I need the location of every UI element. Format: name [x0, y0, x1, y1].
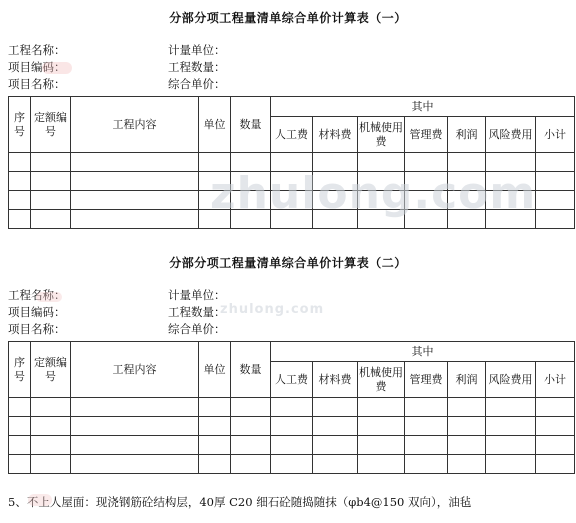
header-content: 工程内容: [71, 97, 199, 153]
table-1-quantity: 工程数量：: [168, 60, 226, 74]
header-risk: 风险费用: [486, 362, 536, 398]
table-row: [9, 210, 575, 229]
header-subtotal: 小计: [536, 362, 575, 398]
table-1-project-name: 工程名称：: [8, 43, 66, 57]
header-among: 其中: [271, 342, 575, 362]
table-row: [9, 436, 575, 455]
table-2-title: 分部分项工程量清单综合单价计算表（二）: [169, 256, 407, 270]
header-labor: 人工费: [271, 117, 313, 153]
table-2-item-code: 项目编码：: [8, 305, 66, 319]
header-unit: 单位: [199, 97, 231, 153]
header-seq: 序号: [9, 342, 31, 398]
red-mark: [42, 62, 72, 74]
table-row: [9, 191, 575, 210]
table-2-unit: 计量单位：: [168, 288, 226, 302]
footer-note: 5、不上人屋面：现浇钢筋砼结构层，40厚 C20 细石砼随捣随抹（φb4@150 双向），油毡: [8, 495, 472, 509]
table-1-unit: 计量单位：: [168, 43, 226, 57]
watermark-logo: zhulong.com: [210, 168, 537, 219]
table-row: [9, 172, 575, 191]
red-mark: [28, 494, 52, 506]
table-row: [9, 398, 575, 417]
header-risk: 风险费用: [486, 117, 536, 153]
table-2-project-name: 工程名称：: [8, 288, 66, 302]
table-1-item-code: 项目编码：: [8, 60, 66, 74]
header-machine: 机械使用费: [358, 117, 405, 153]
table-2-grid: [8, 341, 575, 474]
table-2-quantity: 工程数量：: [168, 305, 226, 319]
table-row: [9, 417, 575, 436]
table-row: [9, 153, 575, 172]
header-subtotal: 小计: [536, 117, 575, 153]
table-row: [9, 455, 575, 474]
header-qty: 数量: [231, 97, 271, 153]
table-1-grid: [8, 96, 575, 229]
header-material: 材料费: [313, 117, 358, 153]
header-management: 管理费: [405, 117, 448, 153]
table-1-item-name: 项目名称：: [8, 77, 66, 91]
header-among: 其中: [271, 97, 575, 117]
header-management: 管理费: [405, 362, 448, 398]
header-seq: 序号: [9, 97, 31, 153]
table-2-price: 综合单价：: [168, 322, 226, 336]
header-profit: 利润: [448, 117, 486, 153]
header-machine: 机械使用费: [358, 362, 405, 398]
header-qty: 数量: [231, 342, 271, 398]
red-mark: [36, 292, 62, 302]
header-profit: 利润: [448, 362, 486, 398]
table-1-price: 综合单价：: [168, 77, 226, 91]
header-labor: 人工费: [271, 362, 313, 398]
table-2-item-name: 项目名称：: [8, 322, 66, 336]
header-content: 工程内容: [71, 342, 199, 398]
header-quota-no: 定额编号: [31, 97, 71, 153]
header-quota-no: 定额编号: [31, 342, 71, 398]
header-material: 材料费: [313, 362, 358, 398]
table-1-title: 分部分项工程量清单综合单价计算表（一）: [169, 11, 407, 25]
watermark-logo-small: zhulong.com: [220, 302, 325, 317]
header-unit: 单位: [199, 342, 231, 398]
